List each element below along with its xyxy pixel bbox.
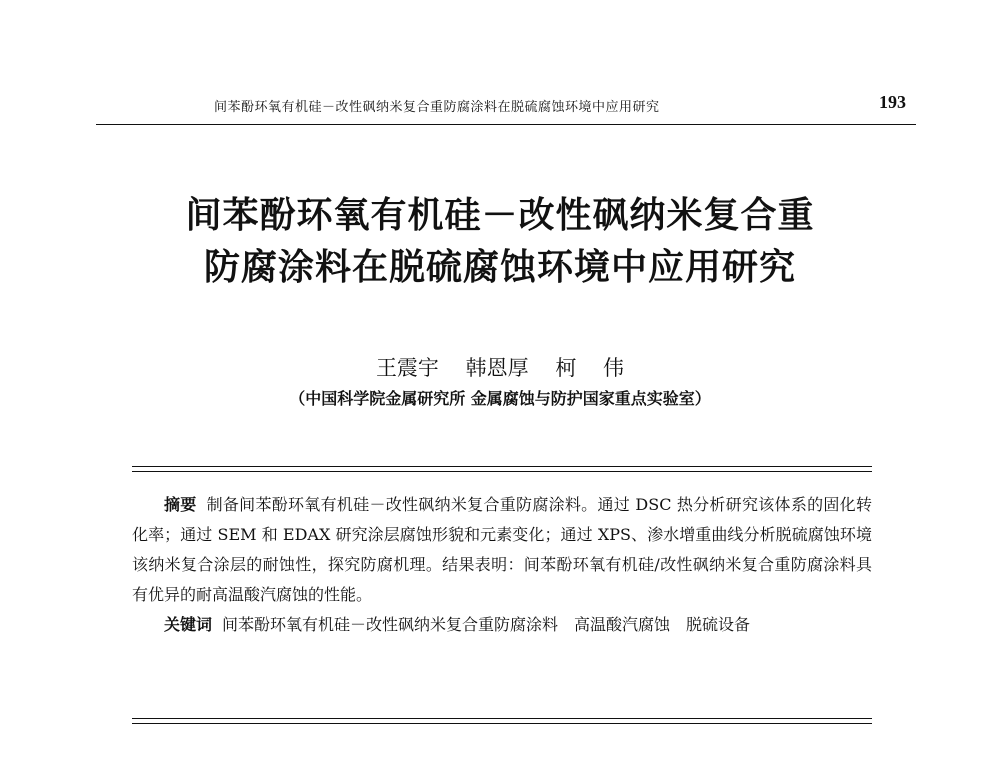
- keywords-text: 间苯酚环氧有机硅－改性砜纳米复合重防腐涂料 高温酸汽腐蚀 脱硫设备: [222, 615, 751, 634]
- abstract-text: 制备间苯酚环氧有机硅－改性砜纳米复合重防腐涂料。通过 DSC 热分析研究该体系的固化转化率；通过 SEM 和 EDAX 研究涂层腐蚀形貌和元素变化；通过 XPS、渗水增重曲线分析脱硫腐蚀环境该纳米复合涂层的耐蚀性，探究防腐机理。结果表明：间苯酚环氧有机硅/改性砜纳米复合重防腐涂料具有优异的耐高温酸汽腐蚀的性能。: [132, 495, 872, 604]
- abstract-bottom-rule: [132, 718, 872, 724]
- affiliation: （中国科学院金属研究所 金属腐蚀与防护国家重点实验室）: [289, 389, 711, 408]
- abstract-paragraph: [132, 490, 872, 610]
- page-number: 193: [879, 92, 906, 112]
- abstract-label: 摘要: [164, 495, 197, 514]
- paper-title: [80, 190, 920, 294]
- running-title: 间苯酚环氧有机硅－改性砜纳米复合重防腐涂料在脱硫腐蚀环境中应用研究: [214, 100, 660, 115]
- keywords-paragraph: [132, 610, 872, 640]
- title-line-2: 防腐涂料在脱硫腐蚀环境中应用研究: [203, 247, 796, 288]
- header-rule: [96, 124, 916, 125]
- keywords-label: 关键词: [164, 615, 213, 634]
- running-header: [96, 90, 916, 120]
- abstract-top-rule: [132, 466, 872, 472]
- authors: 王震宇 韩恩厚 柯 伟: [375, 356, 625, 380]
- title-line-1: 间苯酚环氧有机硅－改性砜纳米复合重: [185, 195, 815, 236]
- abstract-block: [132, 490, 872, 640]
